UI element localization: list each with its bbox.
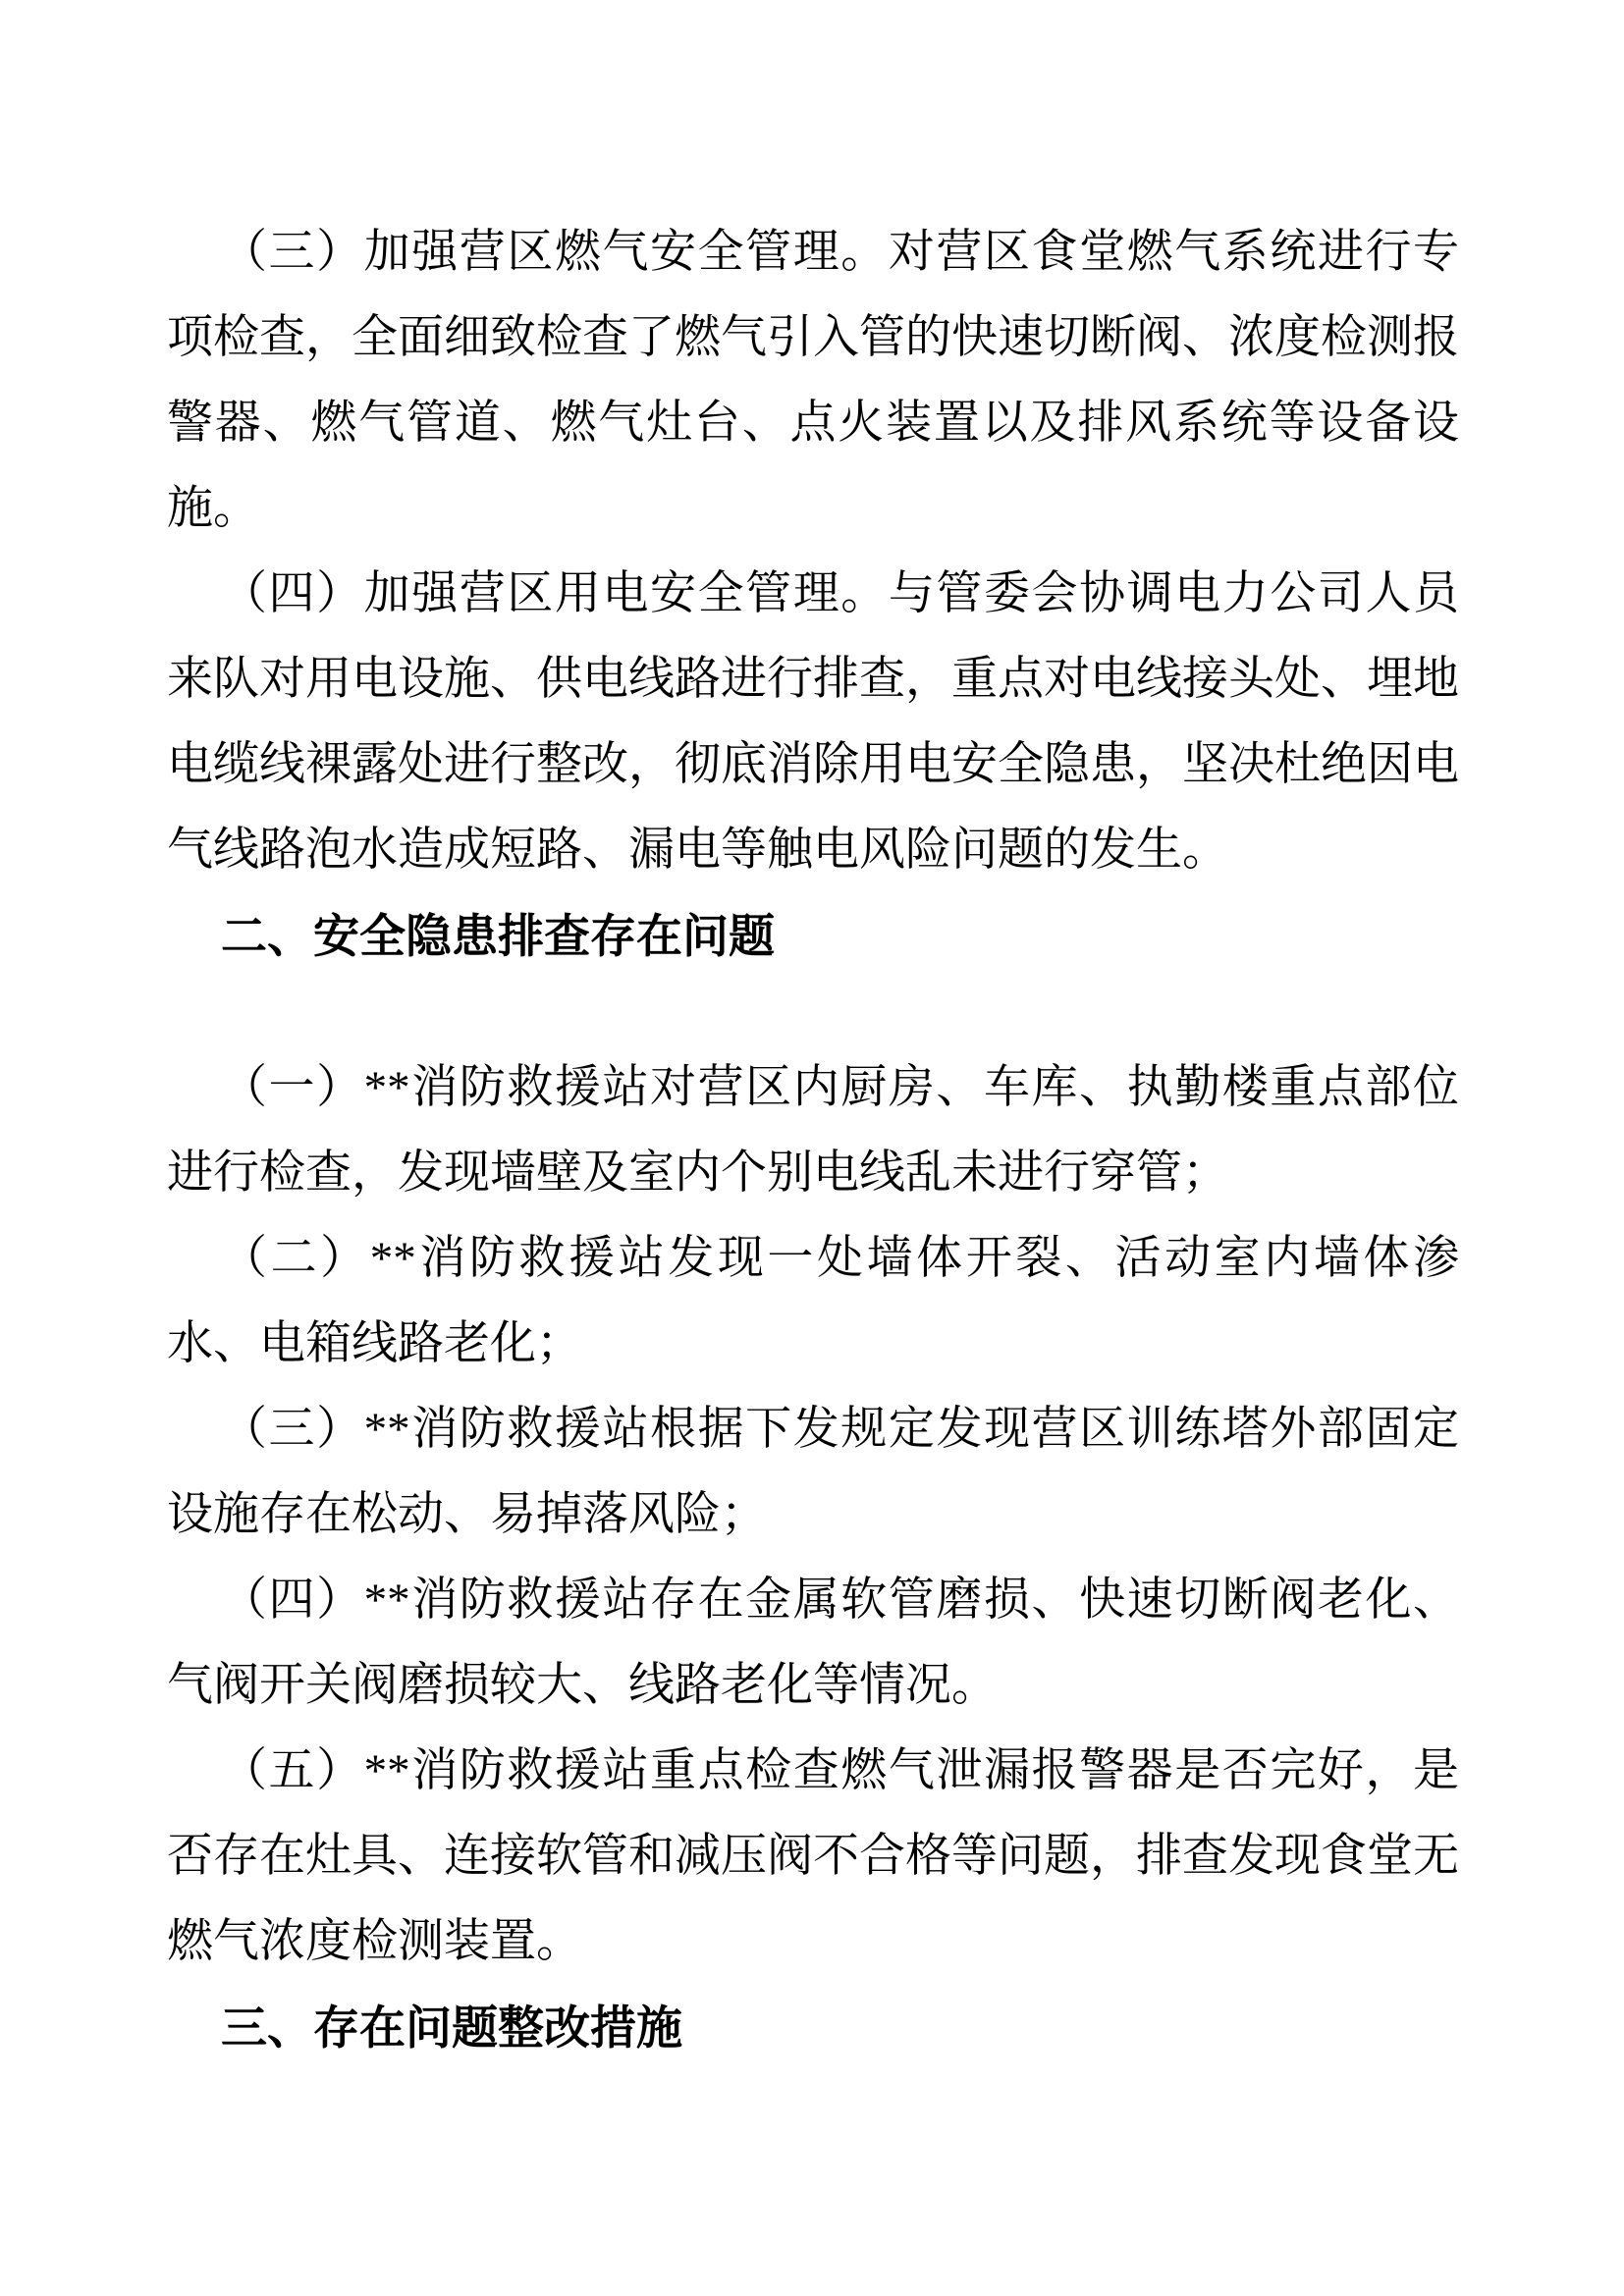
section-heading: 二、安全隐患排查存在问题: [221, 910, 775, 962]
document-content: [167, 210, 1459, 2070]
body-paragraph: （四）加强营区用电安全管理。与管委会协调电力公司人员来队对用电设施、供电线路进行排查，重点对电线接头处、埋地电缆线裸露处进行整改，彻底消除用电安全隐患，坚决杜绝因电气线路泡水造成短路、漏电等触电风险问题的发生。: [167, 568, 1459, 876]
body-paragraph: （三）加强营区燃气安全管理。对营区食堂燃气系统进行专项检查，全面细致检查了燃气引入管的快速切断阀、浓度检测报警器、燃气管道、燃气灶台、点火装置以及排风系统等设备设施。: [167, 227, 1459, 534]
body-paragraph: （五）**消防救援站重点检查燃气泄漏报警器是否完好，是否存在灶具、连接软管和减压阀不合格等问题，排查发现食堂无燃气浓度检测装置。: [167, 1745, 1459, 1967]
blank-line: [167, 979, 1459, 1045]
section-heading: 三、存在问题整改措施: [221, 2002, 682, 2054]
body-paragraph: （三）**消防救援站根据下发规定发现营区训练塔外部固定设施存在松动、易掉落风险；: [167, 1404, 1459, 1540]
body-paragraph: （二）**消防救援站发现一处墙体开裂、活动室内墙体渗水、电箱线路老化；: [167, 1233, 1459, 1369]
body-paragraph: （四）**消防救援站存在金属软管磨损、快速切断阀老化、气阀开关阀磨损较大、线路老化等情况。: [167, 1575, 1459, 1711]
body-paragraph: （一）**消防救援站对营区内厨房、车库、执勤楼重点部位进行检查，发现墙壁及室内个别电线乱未进行穿管；: [167, 1062, 1459, 1199]
